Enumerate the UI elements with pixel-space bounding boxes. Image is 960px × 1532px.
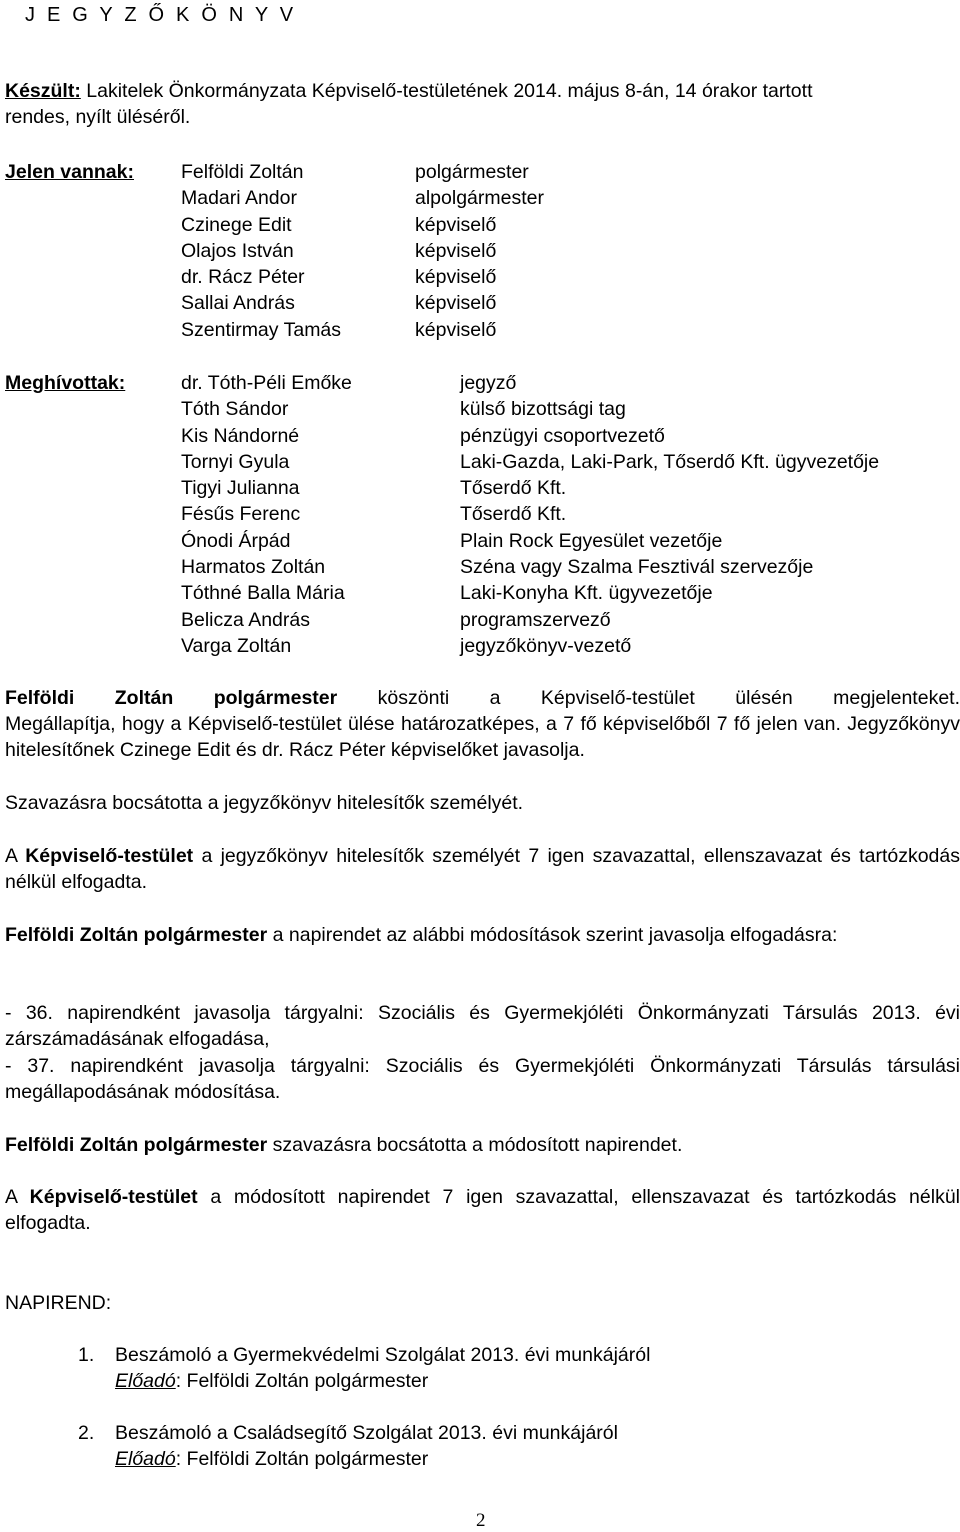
present-name: dr. Rácz Péter xyxy=(181,266,305,289)
paragraph-opening-line: Felföldi Zoltán polgármester köszönti a Képviselő-testület ülésén megjelenteket. xyxy=(5,687,960,709)
present-role: képviselő xyxy=(415,318,497,341)
present-role: képviselő xyxy=(415,239,497,262)
present-name: Czinege Edit xyxy=(181,213,292,236)
invited-role: Laki-Gazda, Laki-Park, Tőserdő Kft. ügyvezetője xyxy=(460,450,880,473)
invited-roles xyxy=(460,370,879,659)
present-roles xyxy=(415,159,544,343)
present-name: Olajos István xyxy=(181,239,294,262)
paragraph-agenda-proposal: Felföldi Zoltán polgármester a napirendet az alábbi módosítások szerint javasolja elfogadásra: xyxy=(5,924,838,946)
invited-name: Varga Zoltán xyxy=(181,634,292,657)
agenda-heading: NAPIREND: xyxy=(5,1292,112,1314)
invited-name: Fésűs Ferenc xyxy=(181,503,301,526)
invited-role: Tőserdő Kft. xyxy=(460,477,567,500)
paragraph-agenda-vote: Felföldi Zoltán polgármester szavazásra bocsátotta a módosított napirendet. xyxy=(5,1134,683,1156)
paragraph-quorum: Megállapítja, hogy a Képviselő-testület ülése határozatképes, a 7 fő képviselőből 7 fő jelen van. Jegyzőkönyv hitelesítőnek Czinege Edit és dr. Rácz Péter képviselőket javasolja. xyxy=(5,713,960,762)
invited-name: Ónodi Árpád xyxy=(181,529,291,552)
paragraph-item-37: - 37. napirendként javasolja tárgyalni: Szociális és Gyermekjóléti Önkormányzati Társulás társulási megállapodásának módosítása. xyxy=(5,1055,960,1104)
invited-name: Kis Nándorné xyxy=(181,424,300,447)
invited-name: dr. Tóth-Péli Emőke xyxy=(181,372,352,394)
present-name: Sallai András xyxy=(181,292,295,315)
invited-name: Harmatos Zoltán xyxy=(181,556,326,579)
agenda-item xyxy=(0,1342,960,1402)
agenda-item-number: 2. xyxy=(78,1422,95,1444)
present-role: alpolgármester xyxy=(415,187,544,210)
paragraph-agenda-result: A Képviselő-testület a módosított napirendet 7 igen szavazattal, ellenszavazat és tartózkodás nélkül elfogadta. xyxy=(5,1186,960,1235)
page-number: 2 xyxy=(476,1510,486,1531)
paragraph-vote-call: Szavazásra bocsátotta a jegyzőkönyv hitelesítők személyét. xyxy=(5,792,524,814)
invited-name: Tigyi Julianna xyxy=(181,477,300,500)
invited-role: Laki-Konyha Kft. ügyvezetője xyxy=(460,582,713,605)
header-line2: rendes, nyílt üléséről. xyxy=(5,106,191,129)
invited-names xyxy=(181,370,352,659)
agenda-item-presenter: Előadó: Felföldi Zoltán polgármester xyxy=(115,1370,429,1392)
invited-role: Széna vagy Szalma Fesztivál szervezője xyxy=(460,556,814,579)
header-line1: Lakitelek Önkormányzata Képviselő-testületének 2014. május 8-án, 14 órakor tartott xyxy=(80,80,813,102)
invited-role: programszervező xyxy=(460,608,611,631)
present-name: Felföldi Zoltán xyxy=(181,161,304,183)
invited-name: Tornyi Gyula xyxy=(181,450,290,473)
invited-role: jegyzőkönyv-vezető xyxy=(460,634,632,657)
present-name: Szentirmay Tamás xyxy=(181,318,342,341)
invited-name: Tóthné Balla Mária xyxy=(181,582,345,605)
invited-role: Tőserdő Kft. xyxy=(460,503,567,526)
agenda-item-title: Beszámoló a Gyermekvédelmi Szolgálat 2013. évi munkájáról xyxy=(115,1344,651,1366)
agenda-item-title: Beszámoló a Családsegítő Szolgálat 2013. évi munkájáról xyxy=(115,1422,618,1444)
present-role: képviselő xyxy=(415,266,497,289)
header-block xyxy=(5,78,960,131)
invited-role: külső bizottsági tag xyxy=(460,398,626,421)
agenda-item-presenter: Előadó: Felföldi Zoltán polgármester xyxy=(115,1448,429,1470)
invited-name: Belicza András xyxy=(181,608,310,631)
present-label: Jelen vannak: xyxy=(5,161,134,183)
present-role: képviselő xyxy=(415,213,497,236)
invited-role: Plain Rock Egyesület vezetője xyxy=(460,529,723,552)
present-names xyxy=(181,159,341,343)
mayor-name: Felföldi Zoltán polgármester xyxy=(5,687,338,709)
invited-name: Tóth Sándor xyxy=(181,398,289,421)
invited-role: jegyző xyxy=(460,372,517,394)
invited-label: Meghívottak: xyxy=(5,372,126,394)
agenda-item xyxy=(0,1420,960,1480)
paragraph-vote-result: A Képviselő-testület a jegyzőkönyv hitelesítők személyét 7 igen szavazattal, ellenszavazat és tartózkodás nélkül elfogadta. xyxy=(5,845,960,894)
paragraph-item-36: - 36. napirendként javasolja tárgyalni: Szociális és Gyermekjóléti Önkormányzati Társulás 2013. évi zárszámadásának elfogadása, xyxy=(5,1002,960,1051)
document-title: J E G Y Z Ő K Ö N Y V xyxy=(25,4,297,26)
present-role: képviselő xyxy=(415,292,497,315)
agenda-item-number: 1. xyxy=(78,1344,95,1366)
present-name: Madari Andor xyxy=(181,187,297,210)
header-label: Készült: xyxy=(5,80,81,102)
present-role: polgármester xyxy=(415,161,529,183)
invited-role: pénzügyi csoportvezető xyxy=(460,424,665,447)
